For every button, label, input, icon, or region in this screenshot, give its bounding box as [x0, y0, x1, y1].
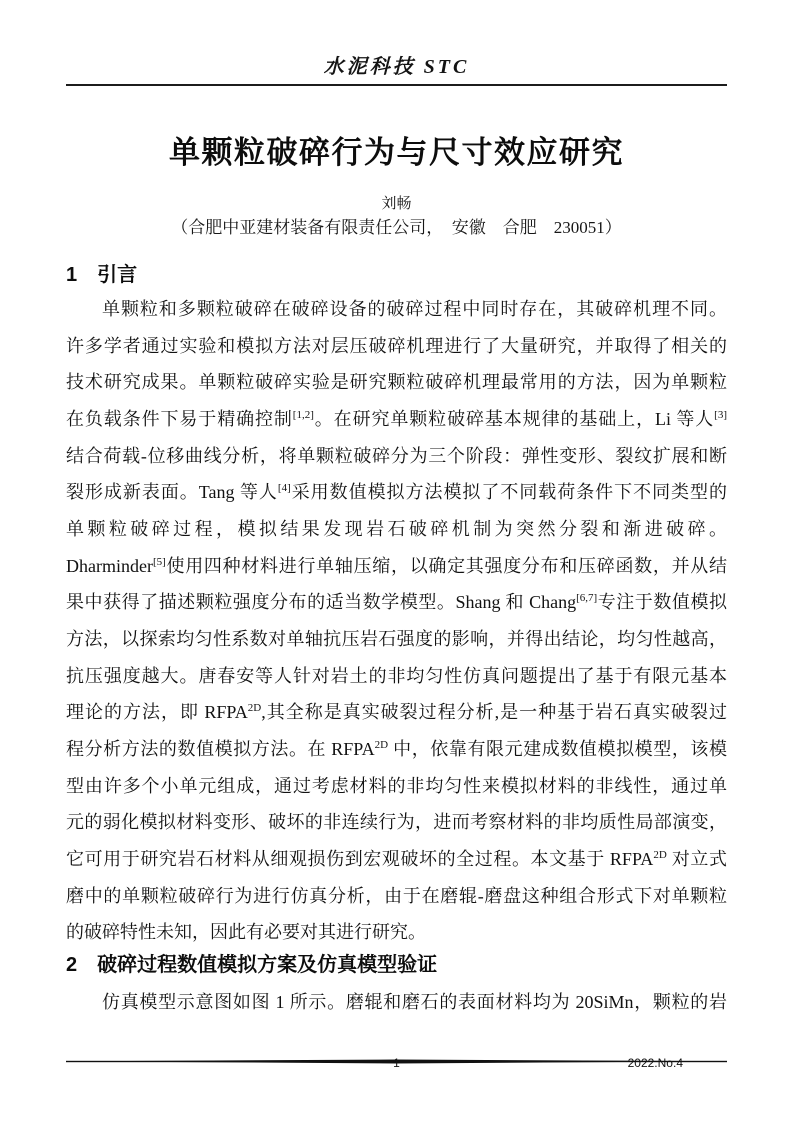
body-line: 果中获得了描述颗粒强度分布的适当数学模型。Shang 和 Chang[6,7]专注于数值模拟: [66, 592, 727, 613]
issue-label: 2022.No.4: [627, 1056, 683, 1070]
journal-header: 水泥科技 STC: [323, 56, 470, 78]
citation-superscript: [5]: [152, 555, 166, 568]
citation-superscript: 2D: [374, 738, 389, 751]
body-line: 单颗粒破碎过程，模拟结果发现岩石破碎机制为突然分裂和渐进破碎。: [66, 518, 727, 539]
body-line: 结合荷载-位移曲线分析，将单颗粒破碎分为三个阶段：弹性变形、裂纹扩展和断: [66, 445, 727, 466]
body-line: 的破碎特性未知，因此有必要对其进行研究。: [66, 922, 426, 943]
section-2-paragraph: [66, 984, 727, 1021]
body-line: Dharminder[5]使用四种材料进行单轴压缩，以确定其强度分布和压碎函数，并从结: [66, 555, 727, 576]
body-line: 抗压强度越大。唐春安等人针对岩土的非均匀性仿真问题提出了基于有限元基本: [66, 665, 727, 686]
citation-superscript: 2D: [247, 702, 262, 715]
body-line: 在负载条件下易于精确控制[1,2]。在研究单颗粒破碎基本规律的基础上，Li 等人[3]: [66, 408, 727, 429]
header-divider: [66, 84, 727, 86]
citation-superscript: [1,2]: [292, 408, 314, 421]
section-1-heading: 1 引言: [66, 264, 138, 286]
section-2-heading: 2 破碎过程数值模拟方案及仿真模型验证: [66, 954, 438, 976]
body-line: 裂形成新表面。Tang 等人[4]采用数值模拟方法模拟了不同载荷条件下不同类型的: [66, 482, 727, 503]
body-line: 型由许多个小单元组成，通过考虑材料的非均匀性来模拟材料的非线性，通过单: [66, 775, 727, 796]
body-line: 元的弱化模拟材料变形、破坏的非连续行为，进而考察材料的非均质性局部演变，: [66, 812, 727, 833]
body-line: 程分析方法的数值模拟方法。在 $RFPA^{2D}$ 中，依靠有限元建成数值模拟模型，该模: [66, 738, 728, 759]
body-line: 理论的方法，即 $RFPA^{2D}$,其全称是真实破裂过程分析,是一种基于岩石真实破裂过: [66, 702, 727, 723]
page-number: 1: [393, 1056, 400, 1070]
author-name: 刘畅: [381, 196, 412, 212]
author-affiliation: （合肥中亚建材装备有限责任公司， 安徽 合肥 230051）: [171, 218, 622, 237]
body-line: 方法，以探索均匀性系数对单轴抗压岩石强度的影响，并得出结论，均匀性越高，: [66, 628, 727, 649]
citation-superscript: 2D: [653, 848, 667, 861]
paper-title: 单颗粒破碎行为与尺寸效应研究: [169, 135, 624, 170]
body-line: 仿真模型示意图如图 1 所示。磨辊和磨石的表面材料均为 20SiMn，颗粒的岩: [102, 992, 727, 1012]
citation-superscript: [4]: [277, 482, 291, 495]
body-line: 磨中的单颗粒破碎行为进行仿真分析，由于在磨辊-磨盘这种组合形式下对单颗粒: [66, 885, 727, 906]
section-1-paragraph: [66, 291, 727, 951]
citation-superscript: [6,7]: [576, 592, 598, 605]
body-line: 单颗粒和多颗粒破碎在破碎设备的破碎过程中同时存在，其破碎机理不同。: [102, 299, 727, 319]
citation-superscript: [3]: [714, 408, 727, 421]
body-line: 它可用于研究岩石材料从细观损伤到宏观破坏的全过程。本文基于 $RFPA^{2D}$ 对立式: [66, 848, 728, 869]
body-line: 技术研究成果。单颗粒破碎实验是研究颗粒破碎机理最常用的方法，因为单颗粒: [66, 372, 727, 393]
body-line: 许多学者通过实验和模拟方法对层压破碎机理进行了大量研究，并取得了相关的: [66, 335, 727, 356]
